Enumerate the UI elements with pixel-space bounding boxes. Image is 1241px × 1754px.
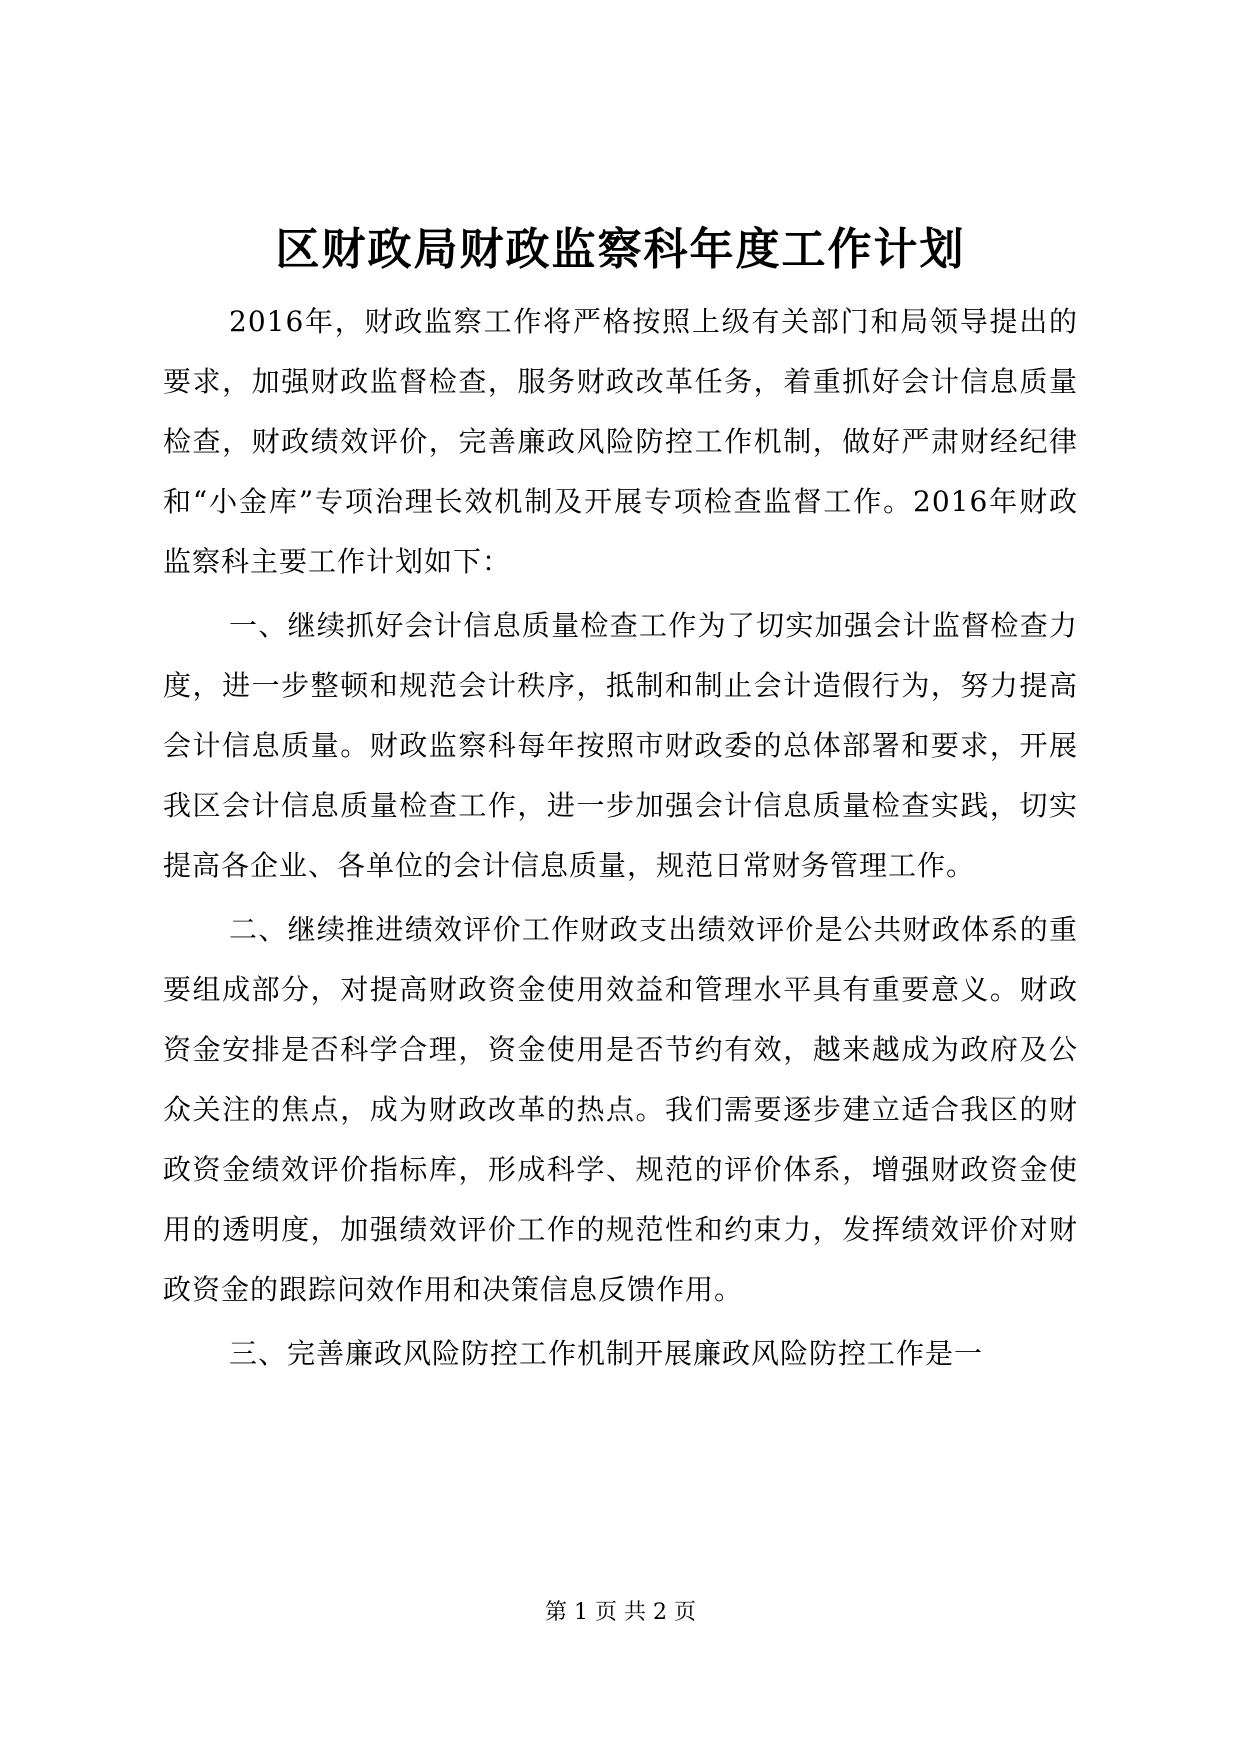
document-title: 区财政局财政监察科年度工作计划 — [275, 224, 966, 275]
paragraph-section-1: 一、继续抓好会计信息质量检查工作为了切实加强会计监督检查力度，进一步整顿和规范会计秩序，抵制和制止会计造假行为，努力提高会计信息质量。财政监察科每年按照市财政委的总体部署和要求，开展我区会计信息质量检查工作，进一步加强会计信息质量检查实践，切实提高各企业、各单位的会计信息质量，规范日常财务管理工作。 — [163, 609, 1078, 882]
paragraph-intro: 2016年，财政监察工作将严格按照上级有关部门和局领导提出的要求，加强财政监督检查，服务财政改革任务，着重抓好会计信息质量检查，财政绩效评价，完善廉政风险防控工作机制，做好严肃财经纪律和“小金库”专项治理长效机制及开展专项检查监督工作。2016年财政监察科主要工作计划如下： — [163, 305, 1078, 578]
paragraph-section-2: 二、继续推进绩效评价工作财政支出绩效评价是公共财政体系的重要组成部分，对提高财政资金使用效益和管理水平具有重要意义。财政资金安排是否科学合理，资金使用是否节约有效，越来越成为政府及公众关注的焦点，成为财政改革的热点。我们需要逐步建立适合我区的财政资金绩效评价指标库，形成科学、规范的评价体系，增强财政资金使用的透明度，加强绩效评价工作的规范性和约束力，发挥绩效评价对财政资金的跟踪问效作用和决策信息反馈作用。 — [163, 913, 1078, 1306]
document-body — [163, 292, 1078, 1384]
page-number-footer: 第 1 页 共 2 页 — [545, 1600, 696, 1625]
paragraph-section-3: 三、完善廉政风险防控工作机制开展廉政风险防控工作是一 — [229, 1337, 984, 1370]
